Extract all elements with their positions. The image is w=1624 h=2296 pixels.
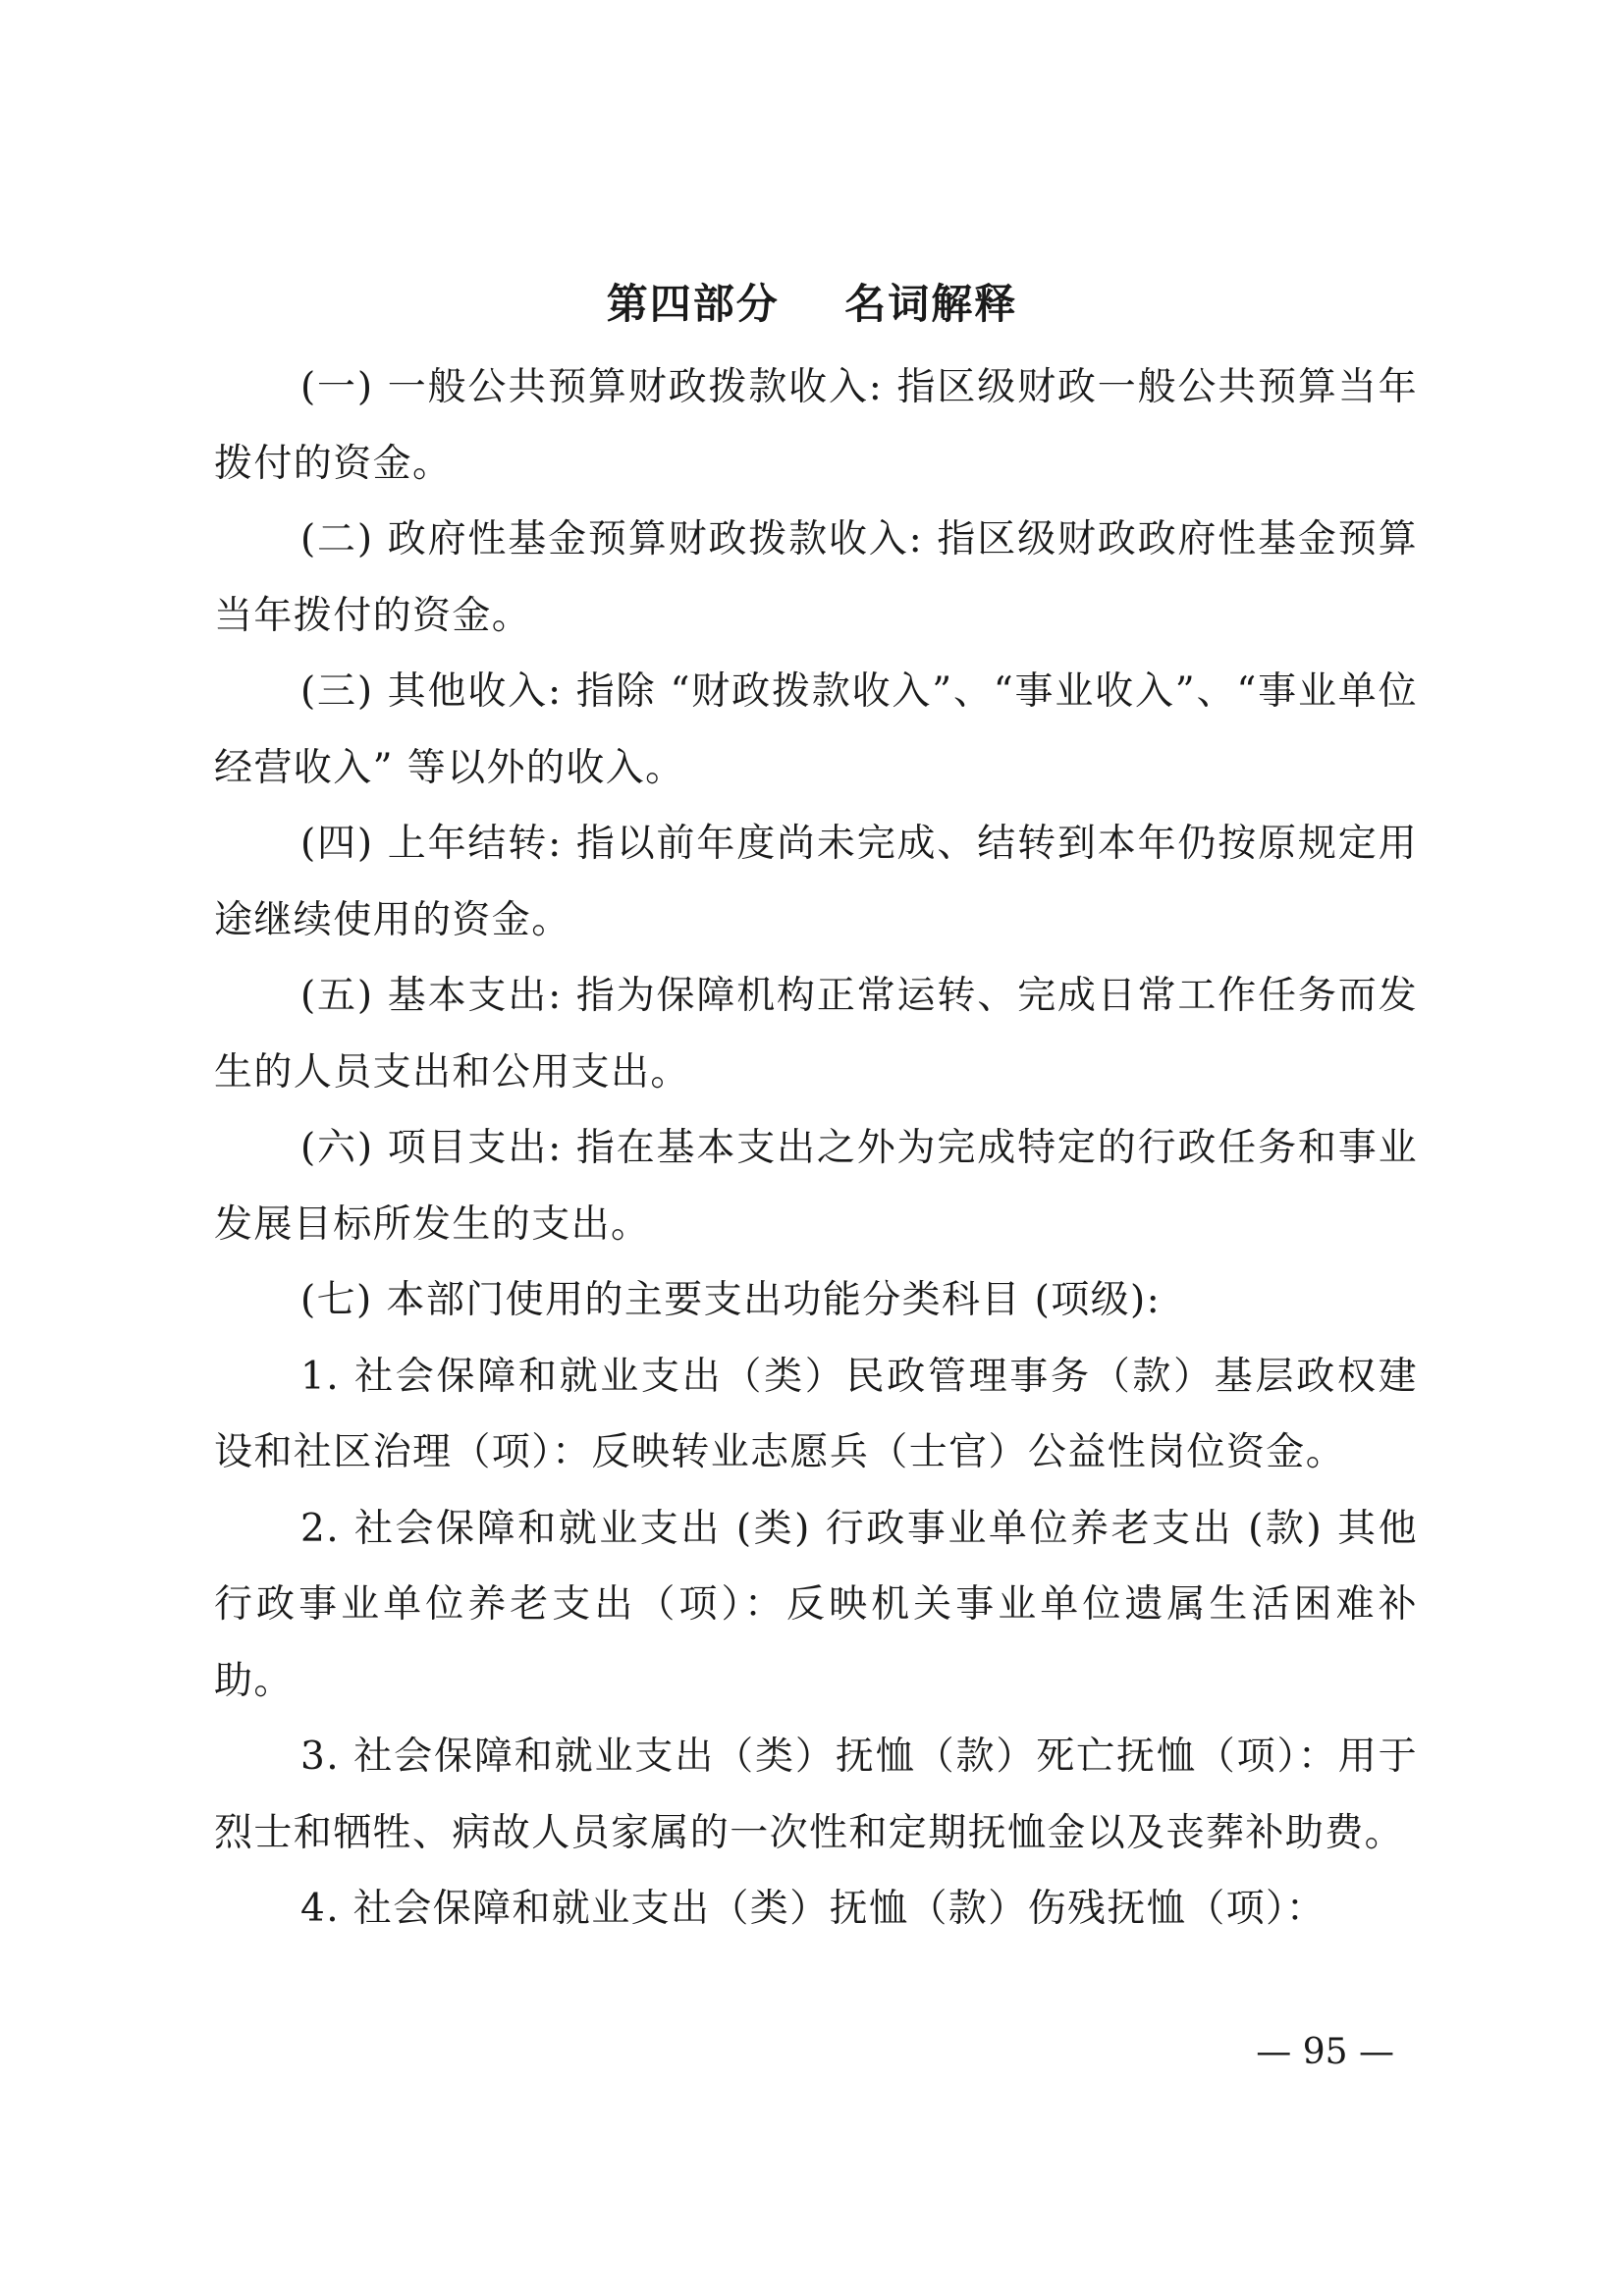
page-number: — 95 — xyxy=(1256,2032,1394,2072)
paragraph-4: (四) 上年结转: 指以前年度尚未完成、结转到本年仍按原规定用途继续使用的资金。 xyxy=(214,822,1418,942)
paragraph-9: 2. 社会保障和就业支出 (类) 行政事业单位养老支出 (款) 其他行政事业单位养老支出（项）：反映机关事业单位遗属生活困难补助。 xyxy=(214,1506,1418,1703)
paragraph-2: (二) 政府性基金预算财政拨款收入: 指区级财政政府性基金预算当年拨付的资金。 xyxy=(214,517,1418,638)
paragraph-3: (三) 其他收入: 指除 “财政拨款收入”、“事业收入”、“事业单位经营收入” 等以外的收入。 xyxy=(214,669,1418,790)
paragraph-8: 1. 社会保障和就业支出（类）民政管理事务（款）基层政权建设和社区治理（项）：反映转业志愿兵（士官）公益性岗位资金。 xyxy=(214,1354,1418,1474)
paragraph-10: 3. 社会保障和就业支出（类）抚恤（款）死亡抚恤（项）：用于烈士和牺牲、病故人员家属的一次性和定期抚恤金以及丧葬补助费。 xyxy=(214,1735,1418,1855)
paragraph-5: (五) 基本支出: 指为保障机构正常运转、完成日常工作任务而发生的人员支出和公用支出。 xyxy=(214,974,1418,1095)
section-title: 第四部分 名词解释 xyxy=(606,280,1018,328)
paragraph-6: (六) 项目支出: 指在基本支出之外为完成特定的行政任务和事业发展目标所发生的支出。 xyxy=(214,1126,1418,1247)
paragraph-11: 4. 社会保障和就业支出（类）抚恤（款）伤残抚恤（项）： xyxy=(300,1887,1326,1931)
paragraph-7: (七) 本部门使用的主要支出功能分类科目 (项级): xyxy=(300,1278,1162,1322)
body-text xyxy=(214,349,1418,1948)
paragraph-1: (一) 一般公共预算财政拨款收入: 指区级财政一般公共预算当年拨付的资金。 xyxy=(214,365,1418,486)
